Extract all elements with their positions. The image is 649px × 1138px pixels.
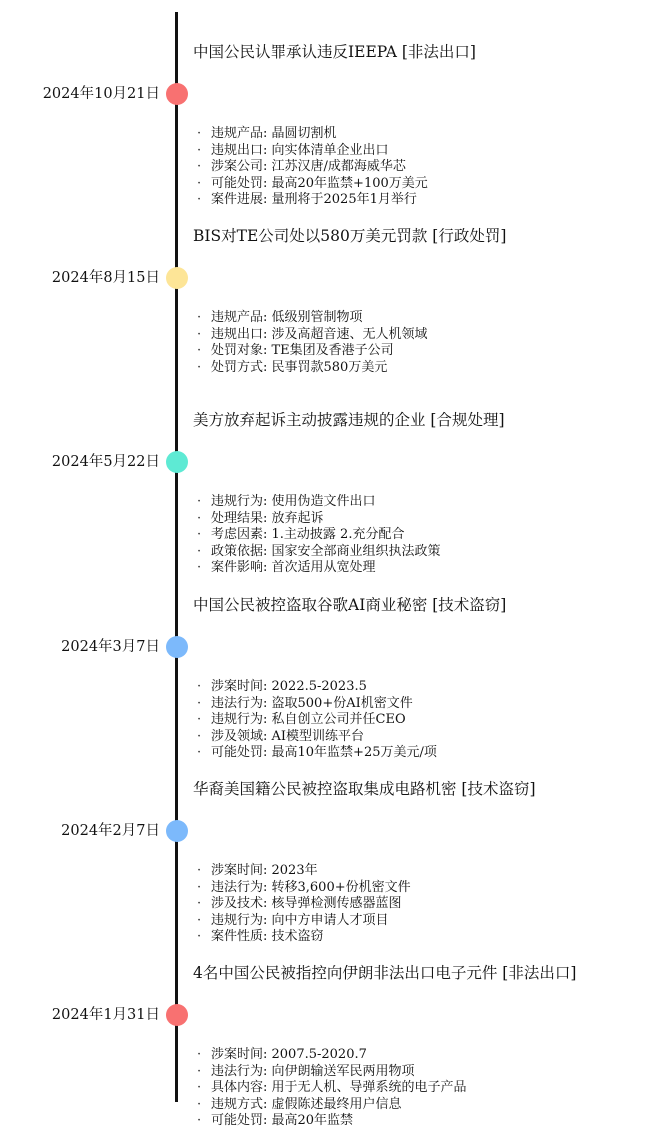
event-detail-item <box>197 527 441 544</box>
event-detail-text: 可能处罚: 最高10年监禁+25万美元/项 <box>211 745 437 761</box>
event-detail-text: 违规方式: 虚假陈述最终用户信息 <box>211 1096 402 1112</box>
event-details-list <box>197 863 411 946</box>
bullet-dot-icon: · <box>197 679 202 694</box>
bullet-dot-icon: · <box>197 1063 202 1079</box>
event-detail-text: 处罚对象: TE集团及香港子公司 <box>211 343 394 359</box>
event-details-list <box>197 126 428 209</box>
event-detail-text: 违规行为: 私自创立公司并任CEO <box>211 712 406 728</box>
event-marker-dot <box>166 451 188 473</box>
bullet-dot-icon: · <box>197 494 202 509</box>
event-detail-text: 涉及技术: 核导弹检测传感器蓝图 <box>211 896 402 912</box>
event-detail-item <box>197 679 437 696</box>
event-detail-item <box>197 143 428 160</box>
bullet-dot-icon: · <box>197 126 202 141</box>
event-detail-item <box>197 511 441 528</box>
bullet-dot-icon: · <box>197 879 202 895</box>
event-detail-item <box>197 159 428 176</box>
event-title: 4名中国公民被指控向伊朗非法出口电子元件 [非法出口] <box>193 964 577 982</box>
event-detail-item <box>197 544 441 561</box>
event-marker-dot <box>166 83 188 105</box>
event-detail-item <box>197 126 428 143</box>
bullet-dot-icon: · <box>197 560 202 576</box>
event-detail-item <box>197 327 428 344</box>
bullet-dot-icon: · <box>197 712 202 728</box>
event-marker-dot <box>166 1004 188 1026</box>
event-detail-text: 可能处罚: 最高20年监禁+100万美元 <box>211 175 428 191</box>
event-detail-text: 违规行为: 使用伪造文件出口 <box>211 494 376 509</box>
event-detail-text: 案件进展: 量刑将于2025年1月举行 <box>211 192 417 208</box>
event-title: 华裔美国籍公民被控盗取集成电路机密 [技术盗窃] <box>193 780 536 798</box>
bullet-dot-icon: · <box>197 326 202 342</box>
event-detail-item <box>197 1097 467 1114</box>
bullet-dot-icon: · <box>197 175 202 191</box>
event-detail-text: 可能处罚: 最高20年监禁 <box>211 1113 354 1129</box>
event-detail-text: 处理结果: 放弃起诉 <box>211 510 324 526</box>
event-detail-text: 案件性质: 技术盗窃 <box>211 929 324 945</box>
event-detail-item <box>197 560 441 577</box>
event-detail-item <box>197 913 411 930</box>
event-detail-text: 违法行为: 盗取500+份AI机密文件 <box>211 695 413 711</box>
bullet-dot-icon: · <box>197 310 202 325</box>
event-detail-item <box>197 1113 467 1130</box>
event-detail-text: 违规出口: 涉及高超音速、无人机领域 <box>211 326 428 342</box>
bullet-dot-icon: · <box>197 1096 202 1112</box>
event-detail-item <box>197 1080 467 1097</box>
event-detail-item <box>197 1047 467 1064</box>
bullet-dot-icon: · <box>197 159 202 175</box>
event-details-list <box>197 679 437 762</box>
bullet-dot-icon: · <box>197 1113 202 1129</box>
event-detail-item <box>197 745 437 762</box>
bullet-dot-icon: · <box>197 912 202 928</box>
event-detail-text: 违规出口: 向实体清单企业出口 <box>211 142 389 158</box>
event-detail-text: 违法行为: 转移3,600+份机密文件 <box>211 879 411 895</box>
event-detail-item <box>197 1064 467 1081</box>
bullet-dot-icon: · <box>197 1080 202 1096</box>
bullet-dot-icon: · <box>197 1047 202 1062</box>
bullet-dot-icon: · <box>197 192 202 208</box>
event-detail-item <box>197 310 428 327</box>
event-date: 2024年10月21日 <box>42 86 160 102</box>
event-title: BIS对TE公司处以580万美元罚款 [行政处罚] <box>193 227 507 245</box>
event-detail-item <box>197 863 411 880</box>
event-marker-dot <box>166 636 188 658</box>
event-detail-item <box>197 929 411 946</box>
event-detail-item <box>197 880 411 897</box>
bullet-dot-icon: · <box>197 142 202 158</box>
event-date: 2024年5月22日 <box>51 454 160 470</box>
event-title: 中国公民认罪承认违反IEEPA [非法出口] <box>193 43 476 61</box>
bullet-dot-icon: · <box>197 728 202 744</box>
bullet-dot-icon: · <box>197 359 202 375</box>
bullet-dot-icon: · <box>197 929 202 945</box>
bullet-dot-icon: · <box>197 695 202 711</box>
event-date: 2024年8月15日 <box>51 270 160 286</box>
bullet-dot-icon: · <box>197 745 202 761</box>
event-details-list <box>197 1047 467 1130</box>
event-detail-text: 案件影响: 首次适用从宽处理 <box>211 560 376 576</box>
event-detail-text: 违规产品: 晶圆切割机 <box>211 126 337 141</box>
timeline-axis-line <box>175 12 178 1102</box>
event-detail-text: 违规产品: 低级别管制物项 <box>211 310 363 325</box>
event-title: 中国公民被控盗取谷歌AI商业秘密 [技术盗窃] <box>193 596 507 614</box>
event-detail-item <box>197 712 437 729</box>
event-details-list <box>197 310 428 376</box>
event-detail-text: 涉案时间: 2007.5-2020.7 <box>211 1047 367 1062</box>
event-detail-text: 涉案时间: 2022.5-2023.5 <box>211 679 367 694</box>
bullet-dot-icon: · <box>197 863 202 878</box>
event-detail-text: 违规行为: 向中方申请人才项目 <box>211 912 389 928</box>
event-detail-text: 处罚方式: 民事罚款580万美元 <box>211 359 388 375</box>
bullet-dot-icon: · <box>197 527 202 543</box>
event-date: 2024年2月7日 <box>61 823 160 839</box>
bullet-dot-icon: · <box>197 343 202 359</box>
event-detail-text: 涉案公司: 江苏汉唐/成都海威华芯 <box>211 159 406 175</box>
event-date: 2024年3月7日 <box>61 639 160 655</box>
event-details-list <box>197 494 441 577</box>
event-detail-item <box>197 696 437 713</box>
event-detail-item <box>197 896 411 913</box>
bullet-dot-icon: · <box>197 896 202 912</box>
event-date: 2024年1月31日 <box>51 1007 160 1023</box>
event-detail-text: 违法行为: 向伊朗输送军民两用物项 <box>211 1063 415 1079</box>
bullet-dot-icon: · <box>197 510 202 526</box>
event-marker-dot <box>166 820 188 842</box>
event-detail-text: 涉案时间: 2023年 <box>211 863 318 878</box>
event-detail-item <box>197 360 428 377</box>
event-detail-item <box>197 192 428 209</box>
event-detail-text: 涉及领域: AI模型训练平台 <box>211 728 365 744</box>
event-marker-dot <box>166 267 188 289</box>
event-detail-text: 具体内容: 用于无人机、导弹系统的电子产品 <box>211 1080 467 1096</box>
event-detail-item <box>197 176 428 193</box>
event-detail-item <box>197 729 437 746</box>
event-title: 美方放弃起诉主动披露违规的企业 [合规处理] <box>193 411 505 429</box>
bullet-dot-icon: · <box>197 543 202 559</box>
event-detail-item <box>197 343 428 360</box>
event-detail-text: 政策依据: 国家安全部商业组织执法政策 <box>211 543 441 559</box>
event-detail-text: 考虑因素: 1.主动披露 2.充分配合 <box>211 527 405 543</box>
event-detail-item <box>197 494 441 511</box>
